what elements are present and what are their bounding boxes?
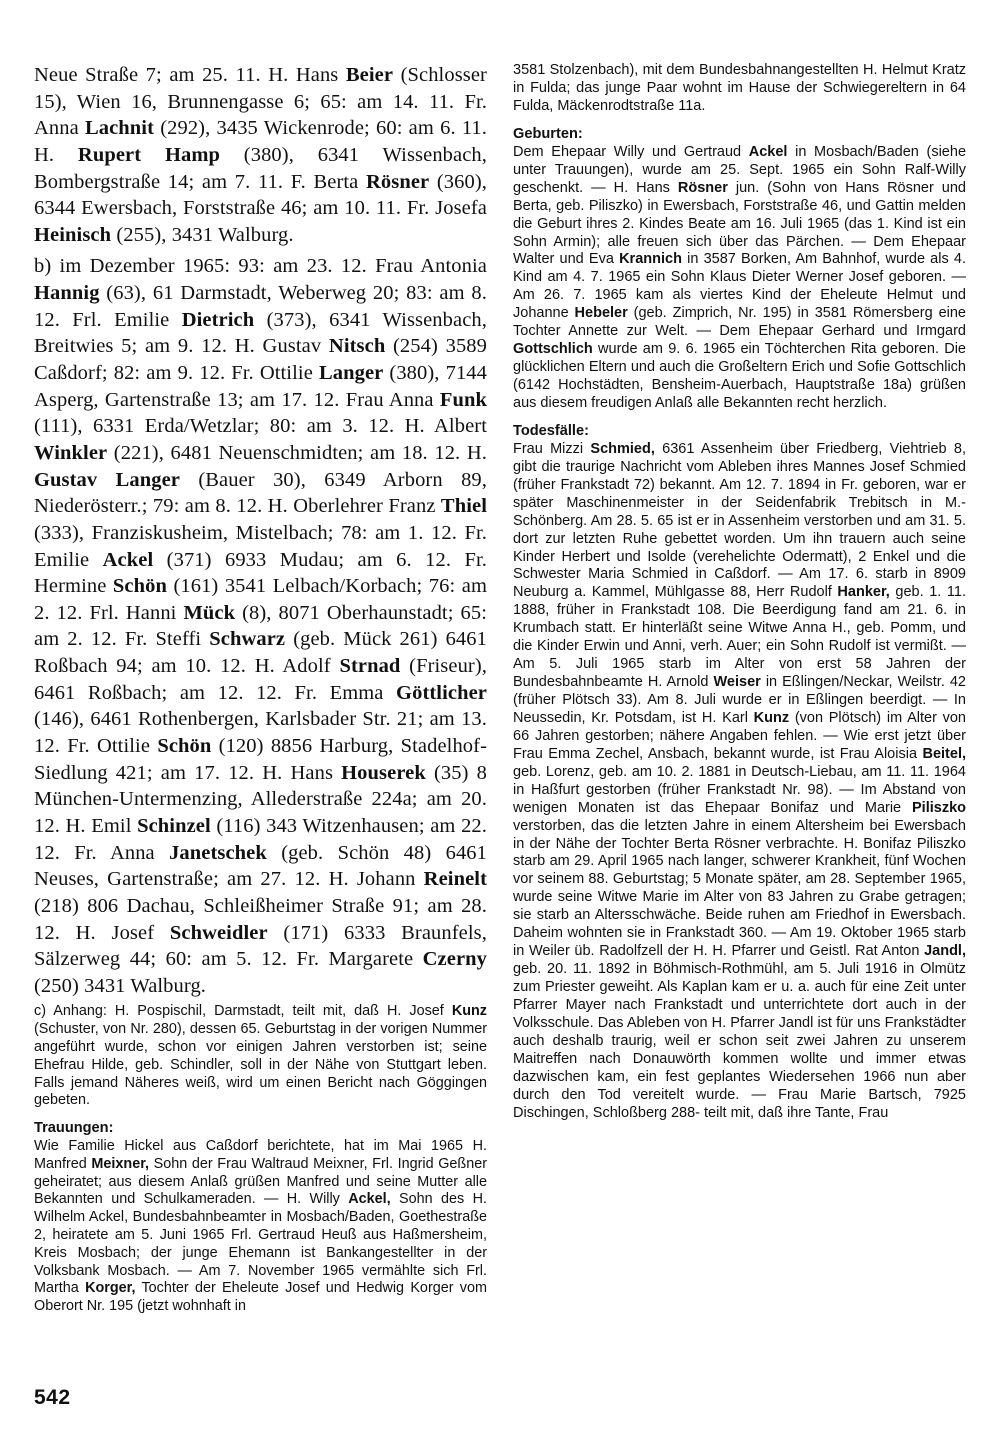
trauungen-continued-paragraph: 3581 Stolzenbach), mit dem Bundesbahnangestellten H. Helmut Kratz in Fulda; das junge Paar wohnt im Hause der Schwiegereltern in 64 Fulda, Mäckenrodtstraße 11a.: [513, 62, 966, 114]
page-number: 542: [34, 1386, 71, 1409]
left-column: [34, 62, 487, 1316]
trauungen-paragraph: Wie Familie Hickel aus Caßdorf berichtete, hat im Mai 1965 H. Manfred Meixner, Sohn der Frau Waltraud Meixner, Frl. Ingrid Geßner geheiratet; aus diesem Anlaß grüßen Manfred und seine Mutter alle Bekannten und Schulkameraden. — H. Willy Ackel, Sohn des H. Wilhelm Ackel, Bundesbahnbeamter in Mosbach/Baden, Goethestraße 2, heiratete am 5. Juni 1965 Frl. Gertraud Heuß aus Haßmersheim, Kreis Mosbach; der junge Ehemann ist Bankangestellter in der Volksbank Mosbach. — Am 7. November 1965 vermählte sich Frl. Martha Korger, Tochter der Eheleute Josef und Hedwig Korger vom Oberort Nr. 195 (jetzt wohnhaft in: [34, 1138, 487, 1315]
section-c-paragraph: c) Anhang: H. Pospischil, Darmstadt, teilt mit, daß H. Josef Kunz (Schuster, von Nr. 280), dessen 65. Geburtstag in der vorigen Nummer angeführt wurde, schon vor einigen Jahren verstorben ist; seine Ehefrau Hilde, geb. Schindler, soll in der Nähe von Stuttgart leben. Falls jemand Näheres weiß, wird um einen Bericht nach Göggingen gebeten.: [34, 1003, 487, 1109]
right-column: [513, 62, 966, 1123]
trauungen-heading: Trauungen:: [34, 1120, 114, 1137]
birthdays-november-text: [34, 62, 487, 248]
trauungen-continued-text: [513, 62, 966, 116]
appendix-text: [34, 1003, 487, 1110]
two-column-layout: [34, 62, 966, 1316]
continuation-paragraph: Neue Straße 7; am 25. 11. H. Hans Beier (Schlosser 15), Wien 16, Brunnengasse 6; 65: am 14. 11. Fr. Anna Lachnit (292), 3435 Wickenrode; 60: am 6. 11. H. Rupert Hamp (380), 6341 Wissenbach, Bombergstraße 14; am 7. 11. F. Berta Rösner (360), 6344 Ewersbach, Forststraße 46; am 10. 11. Fr. Josefa Heinisch (255), 3431 Walburg.: [34, 64, 488, 246]
section-b-paragraph: b) im Dezember 1965: 93: am 23. 12. Frau Antonia Hannig (63), 61 Darmstadt, Weberweg 20; 83: am 8. 12. Frl. Emilie Dietrich (373), 6341 Wissenbach, Breitwies 5; am 9. 12. H. Gustav Nitsch (254) 3589 Caßdorf; 82: am 9. 12. Fr. Ottilie Langer (380), 7144 Asperg, Gartenstraße 13; am 17. 12. Frau Anna Funk (111), 6331 Erda/Wetzlar; 80: am 3. 12. H. Albert Winkler (221), 6481 Neuenschmidten; am 18. 12. H. Gustav Langer (Bauer 30), 6349 Arborn 89, Niederösterr.; 79: am 8. 12. H. Oberlehrer Franz Thiel (333), Franziskusheim, Mistelbach; 78: am 1. 12. Fr. Emilie Ackel (371) 6933 Mudau; am 6. 12. Fr. Hermine Schön (161) 3541 Lelbach/Korbach; 76: am 2. 12. Frl. Hanni Mück (8), 8071 Oberhaunstadt; 65: am 2. 12. Fr. Steffi Schwarz (geb. Mück 261) 6461 Roßbach 94; am 10. 12. H. Adolf Strnad (Friseur), 6461 Roßbach; am 12. 12. Fr. Emma Göttlicher (146), 6461 Rothenbergen, Karlsbader Str. 21; am 13. 12. Fr. Ottilie Schön (120) 8856 Harburg, Stadelhof-Siedlung 421; am 17. 12. H. Hans Houserek (35) 8 München-Untermenzing, Allederstraße 224a; am 20. 12. H. Emil Schinzel (116) 343 Witzenhausen; am 22. 12. Fr. Anna Janetschek (geb. Schön 48) 6461 Neuses, Gartenstraße; am 27. 12. H. Johann Reinelt (218) 806 Dachau, Schleißheimer Straße 91; am 28. 12. H. Josef Schweidler (171) 6333 Braunfels, Sälzerweg 44; 60: am 5. 12. Fr. Margarete Czerny (250) 3431 Walburg.: [34, 255, 488, 997]
geburten-heading: Geburten:: [513, 125, 583, 142]
geburten-text: [513, 144, 966, 413]
todesfaelle-paragraph: Frau Mizzi Schmied, 6361 Assenheim über Friedberg, Viehtrieb 8, gibt die traurige Nachricht vom Ableben ihres Mannes Josef Schmied (früher Frankstadt 72) bekannt. Am 12. 7. 1894 in Fr. geboren, war er später Maschinenmeister in der Seidenfabrik Trebitsch in M.-Schönberg. Am 28. 5. 65 ist er in Assenheim verstorben und am 31. 5. dort zur letzten Ruhe gebettet worden. Um ihn trauern auch seine Kinder Herbert und Isolde (verehelichte Odermatt), 2 Enkel und die Schwester Maria Schmied in Caßdorf. — Am 17. 6. starb in 8909 Neuburg a. Kammel, Mühlgasse 88, Herr Rudolf Hanker, geb. 1. 11. 1888, früher in Frankstadt 108. Die Beerdigung fand am 21. 6. in Krumbach statt. Er hinterläßt seine Witwe Anna H., geb. Pomm, und die Kinder Erwin und Anni, verh. Auer; ein Sohn Rudolf ist vermißt. — Am 5. Juli 1965 starb im Alter von erst 58 Jahren der Bundesbahnbeamte H. Arnold Weiser in Eßlingen/Neckar, Weilstr. 42 (früher Plötsch 33). Am 8. Juli wurde er in Eßlingen beerdigt. — In Neussedin, Kr. Potsdam, ist H. Karl Kunz (von Plötsch) im Alter von 66 Jahren gestorben; nähere Angaben fehlen. — Wie erst jetzt über Frau Emma Zechel, Ansbach, bekannt wurde, ist Frau Aloisia Beitel, geb. Lorenz, geb. am 10. 2. 1881 in Deutsch-Liebau, am 11. 11. 1964 in Haßfurt gestorben (früher Frankstadt Nr. 98). — Im Abstand von wenigen Monaten ist das Ehepaar Bonifaz und Marie Piliszko verstorben, das die letzten Jahre in einem Altersheim bei Ewersbach in der Nähe der Tochter Berta Rösner verbrachte. H. Bonifaz Piliszko starb am 29. April 1965 nach langer, schwerer Krankheit, fünf Wochen vor seinem 88. Geburtstag; 5 Monate später, am 28. September 1965, wurde seine Witwe Marie im Alter von 83 Jahren zu Grabe getragen; sie starb an Altersschwäche. Beide ruhen am Friedhof in Ewersbach. Daheim wohnten sie in Frankstadt 360. — Am 19. Oktober 1965 starb in Weiler üb. Radolfzell der H. H. Pfarrer und Geistl. Rat Anton Jandl, geb. 20. 11. 1892 in Böhmisch-Rothmühl, am 5. Juli 1916 in Olmütz zum Priester geweiht. Als Kaplan kam er u. a. auch für eine Zeit unter Pfarrer Mayer nach Frankstadt und unterrichtete dort auch in der Volksschule. Das Ableben von H. Pfarrer Jandl ist für uns Frankstädter auch deshalb traurig, weil er schon seit zwei Jahren zu unserem Maitreffen nach Donauwörth kommen wollte und immer etwas dazwischen kam, ein fest geplantes Wiedersehen 1966 nun aber durch den Tod vereitelt wurde. — Frau Marie Bartsch, 7925 Dischingen, Schloßberg 288- teilt mit, daß ihre Tante, Frau: [513, 440, 966, 1121]
birthdays-december-text: [34, 253, 487, 999]
geburten-paragraph: Dem Ehepaar Willy und Gertraud Ackel in Mosbach/Baden (siehe unter Trauungen), wurde am 25. Sept. 1965 ein Sohn Ralf-Willy geschenkt. — H. Hans Rösner jun. (Sohn von Hans Rösner und Berta, geb. Piliszko) in Ewersbach, Forststraße 46, und Gattin melden die Geburt ihres 2. Kindes Beate am 16. Juli 1965 (das 1. Kind ist ein Sohn Armin); alle freuen sich über das Pärchen. — Dem Ehepaar Walter und Eva Krannich in 3587 Borken, Am Bahnhof, wurde als 4. Kind am 4. 7. 1965 ein Sohn Klaus Dieter Werner Josef geboren. — Am 26. 7. 1965 kam als viertes Kind der Eheleute Helmut und Johanne Hebeler (geb. Zimprich, Nr. 195) in 3581 Römersberg eine Tochter Annette zur Welt. — Dem Ehepaar Gerhard und Irmgard Gottschlich wurde am 9. 6. 1965 ein Töchterchen Rita geboren. Die glücklichen Eltern und auch die Großeltern Erich und Sofie Gottschlich (6142 Hochstädten, Bensheim-Auerbach, Hauptstraße 18a) grüßen aus diesem freudigen Anlaß alle Bekannten recht herzlich.: [513, 143, 967, 411]
trauungen-text: [34, 1138, 487, 1316]
todesfaelle-text: [513, 441, 966, 1123]
todesfaelle-heading: Todesfälle:: [513, 422, 589, 439]
